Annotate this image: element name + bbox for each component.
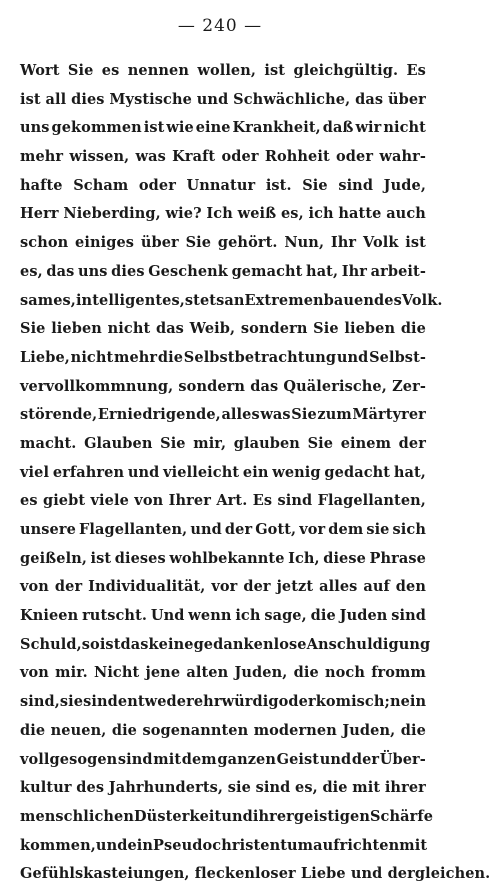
word: Wort: [20, 62, 60, 79]
word: Phrase: [369, 549, 426, 567]
word: hatte: [338, 205, 382, 223]
word: einiges: [75, 234, 135, 252]
word: Volk: [362, 234, 399, 252]
word: von: [134, 492, 164, 510]
text-line: [20, 659, 426, 688]
word: Art.: [216, 492, 248, 510]
word: dieses: [114, 549, 166, 567]
word: rutscht.: [82, 607, 148, 625]
word: ist.: [265, 176, 292, 194]
word: und: [196, 90, 229, 108]
word: Schärfe: [369, 807, 434, 825]
word: Glauben: [84, 434, 153, 452]
word: Schuld,: [20, 635, 82, 653]
word: Krankheit,: [232, 119, 321, 137]
word: nennen: [127, 62, 189, 79]
word: mir.: [55, 664, 88, 682]
text-line: [20, 143, 426, 172]
word: sondern: [240, 320, 308, 338]
word: sich: [392, 521, 426, 538]
word: geistigen: [293, 807, 370, 825]
word: ihrer: [384, 779, 426, 797]
word: ist: [20, 90, 41, 108]
word: Sie: [20, 320, 46, 338]
word: unsere: [20, 521, 76, 538]
word: Zer-: [392, 377, 426, 395]
word: Ich: [206, 205, 233, 223]
word: hafte: [20, 176, 63, 194]
word: Nicht: [93, 664, 140, 682]
text-line: [20, 688, 426, 717]
word: über: [140, 234, 179, 252]
word: und: [319, 750, 352, 768]
word: und: [336, 348, 369, 366]
word: nein: [389, 693, 427, 711]
word: wohlbekannte: [169, 549, 285, 567]
word: Sie: [160, 434, 186, 452]
word: Liebe,: [20, 348, 70, 366]
word: Weib,: [189, 320, 236, 338]
word: und: [221, 807, 253, 825]
word: so: [81, 635, 100, 653]
word: wie: [166, 119, 194, 137]
word: was: [135, 148, 166, 166]
word: über: [387, 90, 426, 108]
word: entweder: [117, 693, 194, 711]
word: mehr: [114, 348, 158, 366]
word: ist: [143, 119, 165, 137]
word: Individualität,: [88, 578, 206, 596]
word: jetzt: [276, 578, 314, 596]
word: Rohheit: [264, 148, 330, 166]
word: es: [101, 62, 120, 79]
word: mit: [399, 836, 428, 854]
word: vor: [211, 578, 238, 596]
word: sind: [255, 779, 291, 797]
word: ehrwürdig: [193, 693, 279, 711]
word: dies: [71, 90, 105, 108]
word: wie?: [165, 205, 202, 223]
word: glauben: [233, 434, 300, 452]
text-line: [20, 258, 426, 287]
word: Herr: [20, 205, 59, 223]
word: mehr: [20, 148, 64, 166]
word: vor: [299, 521, 326, 538]
text-line: [20, 459, 426, 488]
text-line: [20, 200, 426, 229]
word: ich: [308, 205, 334, 223]
word: die: [310, 607, 336, 625]
word: gedankenlose: [193, 635, 307, 653]
word: sogenannten: [142, 721, 249, 739]
word: mit: [352, 779, 381, 797]
word: der: [54, 578, 83, 596]
text-line: [20, 717, 426, 746]
word: einem: [340, 434, 392, 452]
word: nicht: [70, 348, 114, 366]
word: hat,: [393, 463, 426, 481]
word: es,: [280, 205, 304, 223]
word: arbeit-: [370, 262, 426, 280]
word: sie: [59, 693, 84, 711]
word: Nieberding,: [63, 205, 161, 223]
word: Pseudochristentum: [153, 836, 314, 854]
word: an: [224, 291, 245, 309]
text-line: [20, 746, 426, 775]
word: Liebe: [300, 865, 346, 883]
word: nicht: [107, 320, 151, 338]
word: Jude,: [383, 176, 426, 194]
word: Juden,: [342, 721, 396, 739]
text-line: [20, 229, 426, 258]
word: komisch;: [315, 693, 390, 711]
word: es,: [20, 262, 43, 280]
text-line: [20, 57, 426, 86]
word: der: [398, 434, 426, 452]
word: gehört.: [217, 234, 278, 252]
word: sind,: [20, 693, 60, 711]
word: der: [224, 521, 253, 538]
word: Flagellanten,: [78, 521, 188, 538]
word: sind: [391, 607, 426, 625]
word: der: [351, 750, 380, 768]
word: sondern: [178, 377, 246, 395]
word: sie: [366, 521, 390, 538]
word: Ich,: [288, 549, 320, 567]
word: mit: [153, 750, 182, 768]
word: oder: [221, 148, 259, 166]
word: gekommen: [51, 119, 142, 137]
word: sames,: [20, 291, 76, 309]
word: sind: [117, 750, 153, 768]
word: Nun,: [284, 234, 325, 252]
word: ist: [405, 234, 426, 252]
word: wenn: [188, 607, 232, 625]
word: modernen: [253, 721, 337, 739]
word: hat,: [306, 262, 339, 280]
word: Unnatur: [186, 176, 256, 194]
word: Sie: [302, 176, 328, 194]
word: lieben: [51, 320, 102, 338]
word: die: [400, 721, 426, 739]
word: das: [120, 635, 149, 653]
word: die: [20, 721, 46, 739]
text-line: [20, 86, 426, 115]
text-line: [20, 487, 426, 516]
word: diese: [323, 549, 366, 567]
word: ganzen: [217, 750, 277, 768]
word: den: [395, 578, 426, 596]
word: weiß: [237, 205, 277, 223]
word: vollgesogen: [20, 750, 118, 768]
word: Flagellanten,: [317, 492, 426, 510]
word: oder: [138, 176, 176, 194]
word: oder: [336, 148, 374, 166]
word: erfahren: [52, 463, 125, 481]
word: keine: [148, 635, 194, 653]
word: menschlichen: [20, 807, 134, 825]
text-line: [20, 631, 431, 660]
word: wollen,: [197, 62, 257, 79]
word: Über-: [379, 750, 426, 768]
word: fromm: [371, 664, 426, 682]
word: uns: [77, 262, 108, 280]
body-text: [20, 57, 490, 889]
word: das: [46, 262, 75, 280]
word: oder: [278, 693, 316, 711]
word: die: [293, 664, 319, 682]
word: Scham: [73, 176, 129, 194]
word: die: [322, 779, 348, 797]
word: von: [20, 664, 49, 682]
text-line: [20, 602, 426, 631]
text-line: [20, 287, 443, 316]
word: wahr-: [379, 148, 426, 166]
word: die: [157, 348, 184, 366]
word: störende,: [20, 406, 98, 424]
word: jene: [145, 664, 181, 682]
word: dem: [328, 521, 364, 538]
word: Geschenk: [148, 262, 228, 280]
text-line: [20, 401, 426, 430]
word: Schwächliche,: [233, 90, 351, 108]
word: von: [20, 578, 49, 596]
word: daß: [322, 119, 354, 137]
word: das: [250, 377, 279, 395]
word: sie: [227, 779, 251, 797]
word: gemacht: [231, 262, 303, 280]
word: Anschuldigung: [306, 635, 431, 653]
word: die: [111, 721, 138, 739]
word: wenig: [272, 463, 321, 481]
word: Ihr: [330, 234, 357, 252]
word: viele: [90, 492, 129, 510]
word: sage,: [264, 607, 307, 625]
word: eine: [195, 119, 231, 137]
word: Gott,: [255, 521, 297, 538]
text-line: [20, 545, 426, 574]
word: ihrer: [252, 807, 294, 825]
word: Es: [252, 492, 273, 510]
word: all: [45, 90, 67, 108]
word: Es: [406, 62, 426, 79]
word: giebt: [42, 492, 86, 510]
word: Knieen: [20, 607, 79, 625]
word: und: [95, 836, 128, 854]
word: neuen,: [50, 721, 107, 739]
word: bauendes: [323, 291, 402, 309]
word: sind: [277, 492, 313, 510]
word: Quälerische,: [283, 377, 387, 395]
word: die: [400, 320, 426, 338]
word: und: [350, 865, 383, 883]
word: der: [243, 578, 271, 596]
word: gleichgültig.: [293, 62, 399, 79]
word: Selbst-: [369, 348, 426, 366]
word: stets: [184, 291, 225, 309]
text-line: [20, 315, 426, 344]
word: vervollkommnung,: [20, 377, 174, 395]
word: Volk.: [401, 291, 443, 309]
word: dies: [111, 262, 145, 280]
text-line: [20, 344, 426, 373]
word: Erniedrigende,: [97, 406, 221, 424]
word: Sie: [291, 406, 317, 424]
text-line: [20, 774, 426, 803]
word: Düsterkeit: [134, 807, 222, 825]
word: sind: [338, 176, 374, 194]
word: macht.: [20, 434, 77, 452]
word: fleckenloser: [194, 865, 296, 883]
word: ist: [90, 549, 112, 567]
word: wissen,: [69, 148, 130, 166]
word: und: [190, 521, 222, 538]
text-line: [20, 832, 426, 861]
word: sind: [83, 693, 118, 711]
word: kultur: [20, 779, 72, 797]
word: Sie: [67, 62, 94, 79]
word: ein: [127, 836, 154, 854]
word: alten: [186, 664, 229, 682]
word: Sie: [185, 234, 212, 252]
word: Kraft: [172, 148, 216, 166]
word: Märtyrer: [352, 406, 426, 424]
page-number: — 240 —: [177, 16, 263, 36]
word: vielleicht: [163, 463, 240, 481]
word: uns: [20, 119, 50, 137]
word: Sie: [313, 320, 339, 338]
word: zum: [317, 406, 352, 424]
word: Sie: [307, 434, 334, 452]
word: dergleichen.: [387, 865, 490, 883]
word: Gefühlskasteiungen,: [20, 865, 190, 883]
word: Jahrhunderts,: [108, 779, 224, 797]
word: das: [355, 90, 384, 108]
text-line: [20, 573, 426, 602]
word: und: [127, 463, 160, 481]
word: Ihrer: [168, 492, 211, 510]
word: was: [260, 406, 291, 424]
word: auf: [363, 578, 390, 596]
word: ich: [235, 607, 261, 625]
text-line: [20, 860, 490, 889]
word: kommen,: [20, 836, 96, 854]
text-line: [20, 430, 426, 459]
word: auch: [386, 205, 426, 223]
word: das: [155, 320, 184, 338]
word: Juden: [339, 607, 388, 625]
text-line: [20, 172, 426, 201]
text-line: [20, 373, 426, 402]
word: ist: [99, 635, 121, 653]
word: Mystische: [109, 90, 192, 108]
word: des: [76, 779, 105, 797]
word: ist: [264, 62, 286, 79]
word: noch: [325, 664, 365, 682]
word: wir: [355, 119, 382, 137]
word: Ihr: [341, 262, 368, 280]
word: Selbstbetrachtung: [183, 348, 337, 366]
word: alles: [221, 406, 260, 424]
word: Juden,: [234, 664, 288, 682]
word: Extremen: [244, 291, 324, 309]
word: ein: [242, 463, 269, 481]
word: dem: [181, 750, 217, 768]
word: geißeln,: [20, 549, 88, 567]
word: Und: [150, 607, 185, 625]
word: es,: [295, 779, 318, 797]
text-line: [20, 803, 434, 832]
word: Geist: [276, 750, 320, 768]
word: es: [20, 492, 38, 510]
word: intelligentes,: [75, 291, 185, 309]
word: alles: [319, 578, 358, 596]
text-line: [20, 114, 426, 143]
word: gedacht: [324, 463, 391, 481]
text-line: [20, 516, 426, 545]
word: aufrichten: [313, 836, 400, 854]
word: schon: [20, 234, 69, 252]
word: lieben: [344, 320, 396, 338]
word: viel: [20, 463, 50, 481]
word: mir,: [193, 434, 227, 452]
word: nicht: [383, 119, 426, 137]
